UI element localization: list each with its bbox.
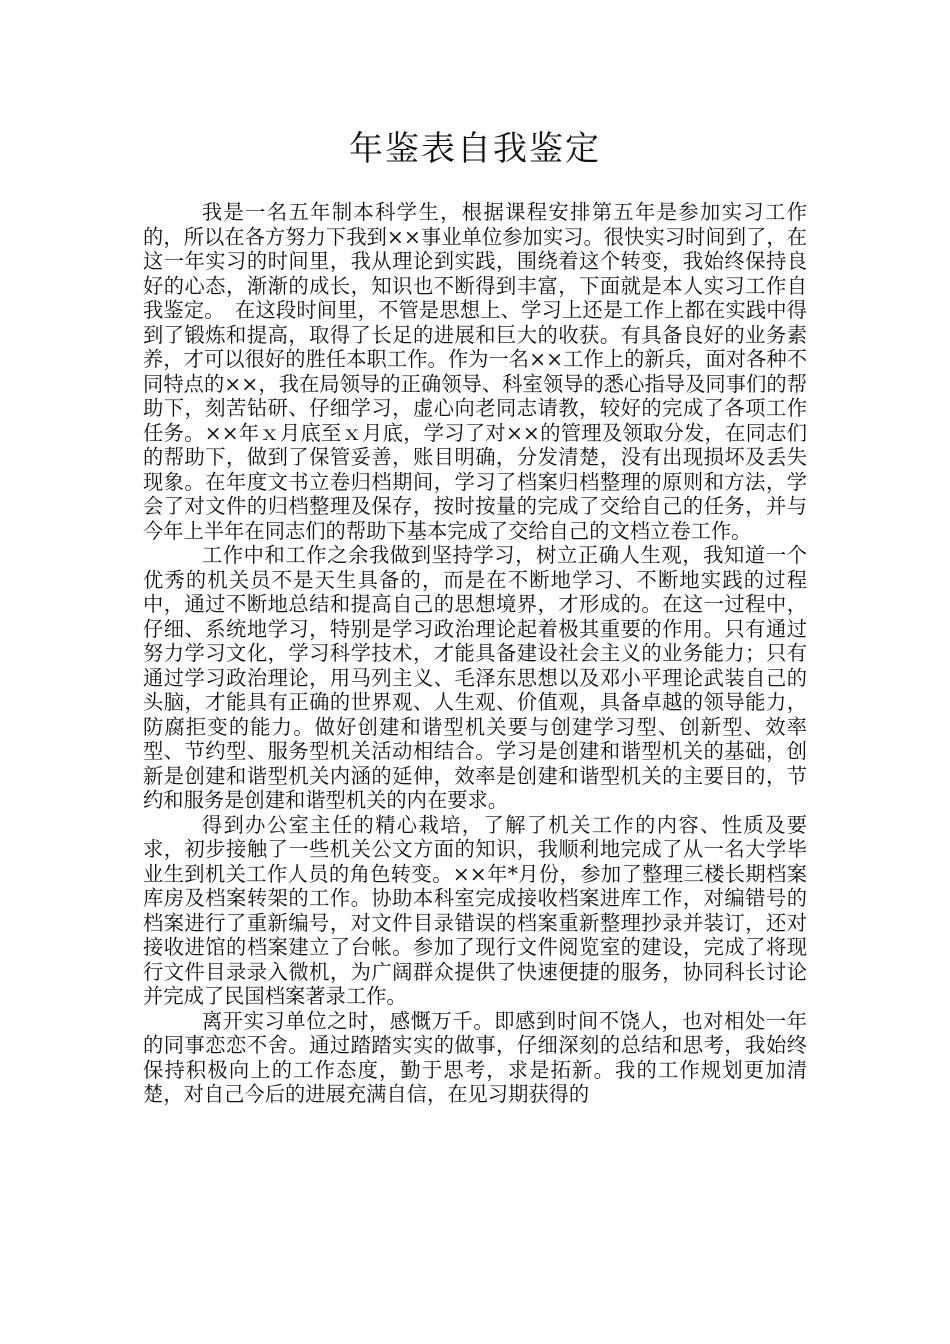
paragraph-1: 我是一名五年制本科学生，根据课程安排第五年是参加实习工作的，所以在各方努力下我到××事业单位参加实习。很快实习时间到了，在这一年实习的时间里，我从理论到实践，围绕着这个转变，我始终保持良好的心态，渐渐的成长，知识也不断得到丰富，下面就是本人实习工作自我鉴定。 在这段时间里，不管是思想上、学习上还是工作上都在实践中得到了锻炼和提高，取得了长足的进展和巨大的收获。有具备良好的业务素养，才可以很好的胜任本职工作。作为一名××工作上的新兵，面对各种不同特点的××，我在局领导的正确领导、科室领导的悉心指导及同事们的帮助下，刻苦钻研、仔细学习，虚心向老同志请教，较好的完成了各项工作任务。××年ｘ月底至ｘ月底，学习了对××的管理及领取分发，在同志们的帮助下，做到了保管妥善，账目明确，分发清楚，没有出现损坏及丢失现象。在年度文书立卷归档期间，学习了档案归档整理的原则和方法，学会了对文件的归档整理及保存，按时按量的完成了交给自己的任务，并与今年上半年在同志们的帮助下基本完成了交给自己的文档立卷工作。 (143, 200, 807, 543)
paragraph-4: 离开实习单位之时，感慨万千。即感到时间不饶人，也对相处一年的同事恋恋不舍。通过踏踏实实的做事，仔细深刻的总结和思考，我始终保持积极向上的工作态度，勤于思考，求是拓新。我的工作规划更加清楚，对自己今后的进展充满自信，在见习期获得的 (143, 1008, 807, 1106)
document-body (143, 200, 807, 1107)
paragraph-2: 工作中和工作之余我做到坚持学习，树立正确人生观，我知道一个优秀的机关员不是天生具备的，而是在不断地学习、不断地实践的过程中，通过不断地总结和提高自己的思想境界，才形成的。在这一过程中，仔细、系统地学习，特别是学习政治理论起着极其重要的作用。只有通过努力学习文化，学习科学技术，才能具备建设社会主义的业务能力；只有通过学习政治理论，用马列主义、毛泽东思想以及邓小平理论武装自己的头脑，才能具有正确的世界观、人生观、价值观，具备卓越的领导能力，防腐拒变的能力。做好创建和谐型机关要与创建学习型、创新型、效率型、节约型、服务型机关活动相结合。学习是创建和谐型机关的基础，创新是创建和谐型机关内涵的延伸，效率是创建和谐型机关的主要目的，节约和服务是创建和谐型机关的内在要求。 (143, 543, 807, 812)
paragraph-3: 得到办公室主任的精心栽培，了解了机关工作的内容、性质及要求，初步接触了一些机关公文方面的知识，我顺利地完成了从一名大学毕业生到机关工作人员的角色转变。××年*月份，参加了整理三楼长期档案库房及档案转架的工作。协助本科室完成接收档案进库工作，对编错号的档案进行了重新编号，对文件目录错误的档案重新整理抄录并装订，还对接收进馆的档案建立了台帐。参加了现行文件阅览室的建设，完成了将现行文件目录录入微机，为广阔群众提供了快速便捷的服务，协同科长讨论并完成了民国档案著录工作。 (143, 812, 807, 1008)
document-title: 年鉴表自我鉴定 (349, 129, 601, 169)
